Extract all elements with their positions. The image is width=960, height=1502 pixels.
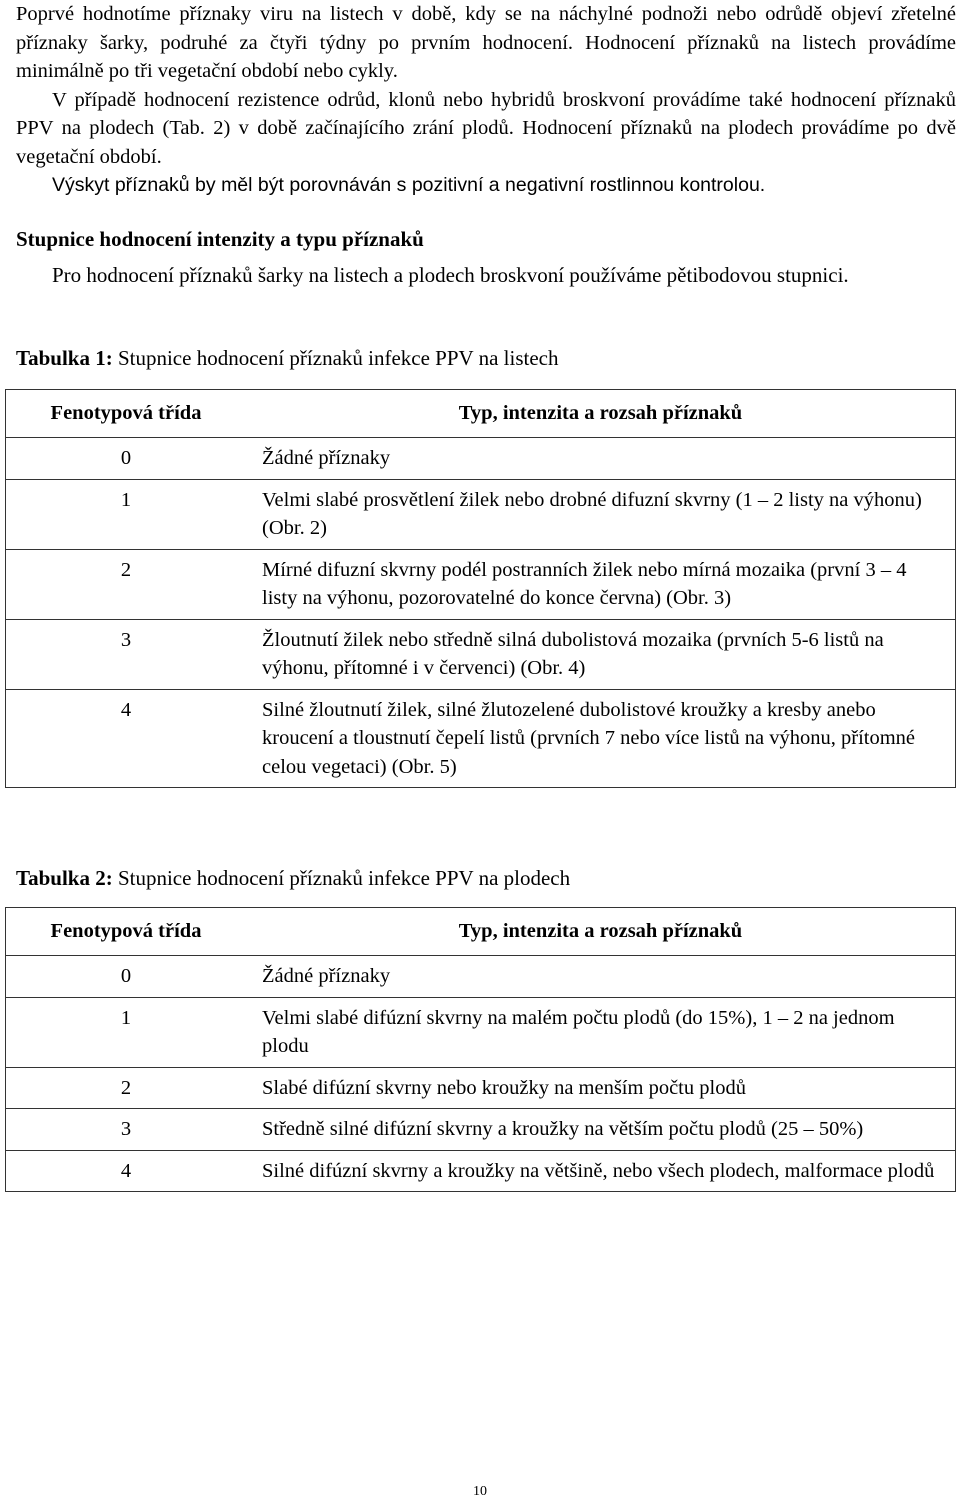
table-row [6,997,956,1067]
table1-header-desc: Typ, intenzita a rozsah příznaků [246,390,956,438]
table1-cell-class: 0 [6,438,247,480]
table-row [6,619,956,689]
table1 [5,389,956,788]
page-number: 10 [473,1484,487,1499]
table2-caption-label: Tabulka 2: [16,866,113,890]
table-row [6,438,956,480]
table1-cell-class: 1 [6,479,247,549]
table1-header-row [6,390,956,438]
table2-cell-desc: Slabé difúzní skvrny nebo kroužky na menším počtu plodů [246,1067,956,1109]
table1-header-class: Fenotypová třída [6,390,247,438]
table1-cell-desc: Žádné příznaky [246,438,956,480]
table-row [6,1067,956,1109]
section-heading: Stupnice hodnocení intenzity a typu příznaků [16,227,424,251]
table2-cell-desc: Velmi slabé difúzní skvrny na malém počtu plodů (do 15%), 1 – 2 na jednom plodu [246,997,956,1067]
table1-cell-class: 2 [6,549,247,619]
table2-cell-class: 0 [6,956,247,998]
table2 [5,907,956,1192]
table1-cell-desc: Mírné difuzní skvrny podél postranních žilek nebo mírná mozaika (první 3 – 4 listy na výhonu, pozorovatelné do konce června) (Obr. 3) [246,549,956,619]
table2-caption [16,866,570,891]
intro-paragraph-2: V případě hodnocení rezistence odrůd, klonů nebo hybridů broskvoní provádíme také hodnocení příznaků PPV na plodech (Tab. 2) v době začínajícího zrání plodů. Hodnocení příznaků na plodech provádíme po dvě vegetační období. [16,88,956,168]
intro-text [16,0,956,200]
table2-cell-desc: Žádné příznaky [246,956,956,998]
table2-cell-class: 2 [6,1067,247,1109]
table-row [6,1150,956,1192]
intro-paragraph-3: Výskyt příznaků by měl být porovnáván s pozitivní a negativní rostlinnou kontrolou. [52,174,766,196]
table1-cell-desc: Žloutnutí žilek nebo středně silná dubolistová mozaika (prvních 5-6 listů na výhonu, přítomné i v červenci) (Obr. 4) [246,619,956,689]
table2-header-desc: Typ, intenzita a rozsah příznaků [246,908,956,956]
table1-caption [16,346,558,371]
table2-cell-desc: Středně silné difúzní skvrny a kroužky na větším počtu plodů (25 – 50%) [246,1109,956,1151]
section-text: Pro hodnocení příznaků šarky na listech a plodech broskvoní používáme pětibodovou stupnici. [52,263,849,287]
table1-cell-class: 4 [6,689,247,788]
table1-cell-desc: Velmi slabé prosvětlení žilek nebo drobné difuzní skvrny (1 – 2 listy na výhonu) (Obr. 2) [246,479,956,549]
table2-cell-desc: Silné difúzní skvrny a kroužky na většině, nebo všech plodech, malformace plodů [246,1150,956,1192]
table2-header-class: Fenotypová třída [6,908,247,956]
table-row [6,956,956,998]
table2-cell-class: 3 [6,1109,247,1151]
table-row [6,479,956,549]
intro-paragraph-1: Poprvé hodnotíme příznaky viru na listech v době, kdy se na náchylné podnoži nebo odrůdě objeví zřetelné příznaky šarky, podruhé za čtyři týdny po prvním hodnocení. Hodnocení příznaků na listech provádíme minimálně po tři vegetační období nebo cykly. [16,3,956,82]
table1-caption-label: Tabulka 1: [16,346,113,370]
table2-header-row [6,908,956,956]
table-row [6,689,956,788]
table-row [6,549,956,619]
table2-caption-text: Stupnice hodnocení příznaků infekce PPV na plodech [112,866,571,890]
table2-cell-class: 1 [6,997,247,1067]
table1-cell-class: 3 [6,619,247,689]
table1-caption-text: Stupnice hodnocení příznaků infekce PPV na listech [112,346,559,370]
table1-cell-desc: Silné žloutnutí žilek, silné žlutozelené dubolistové kroužky a kresby anebo kroucení a tloustnutí čepelí listů (prvních 7 nebo více listů na výhonu, přítomné celou vegetaci) (Obr. 5) [246,689,956,788]
table-row [6,1109,956,1151]
table2-cell-class: 4 [6,1150,247,1192]
